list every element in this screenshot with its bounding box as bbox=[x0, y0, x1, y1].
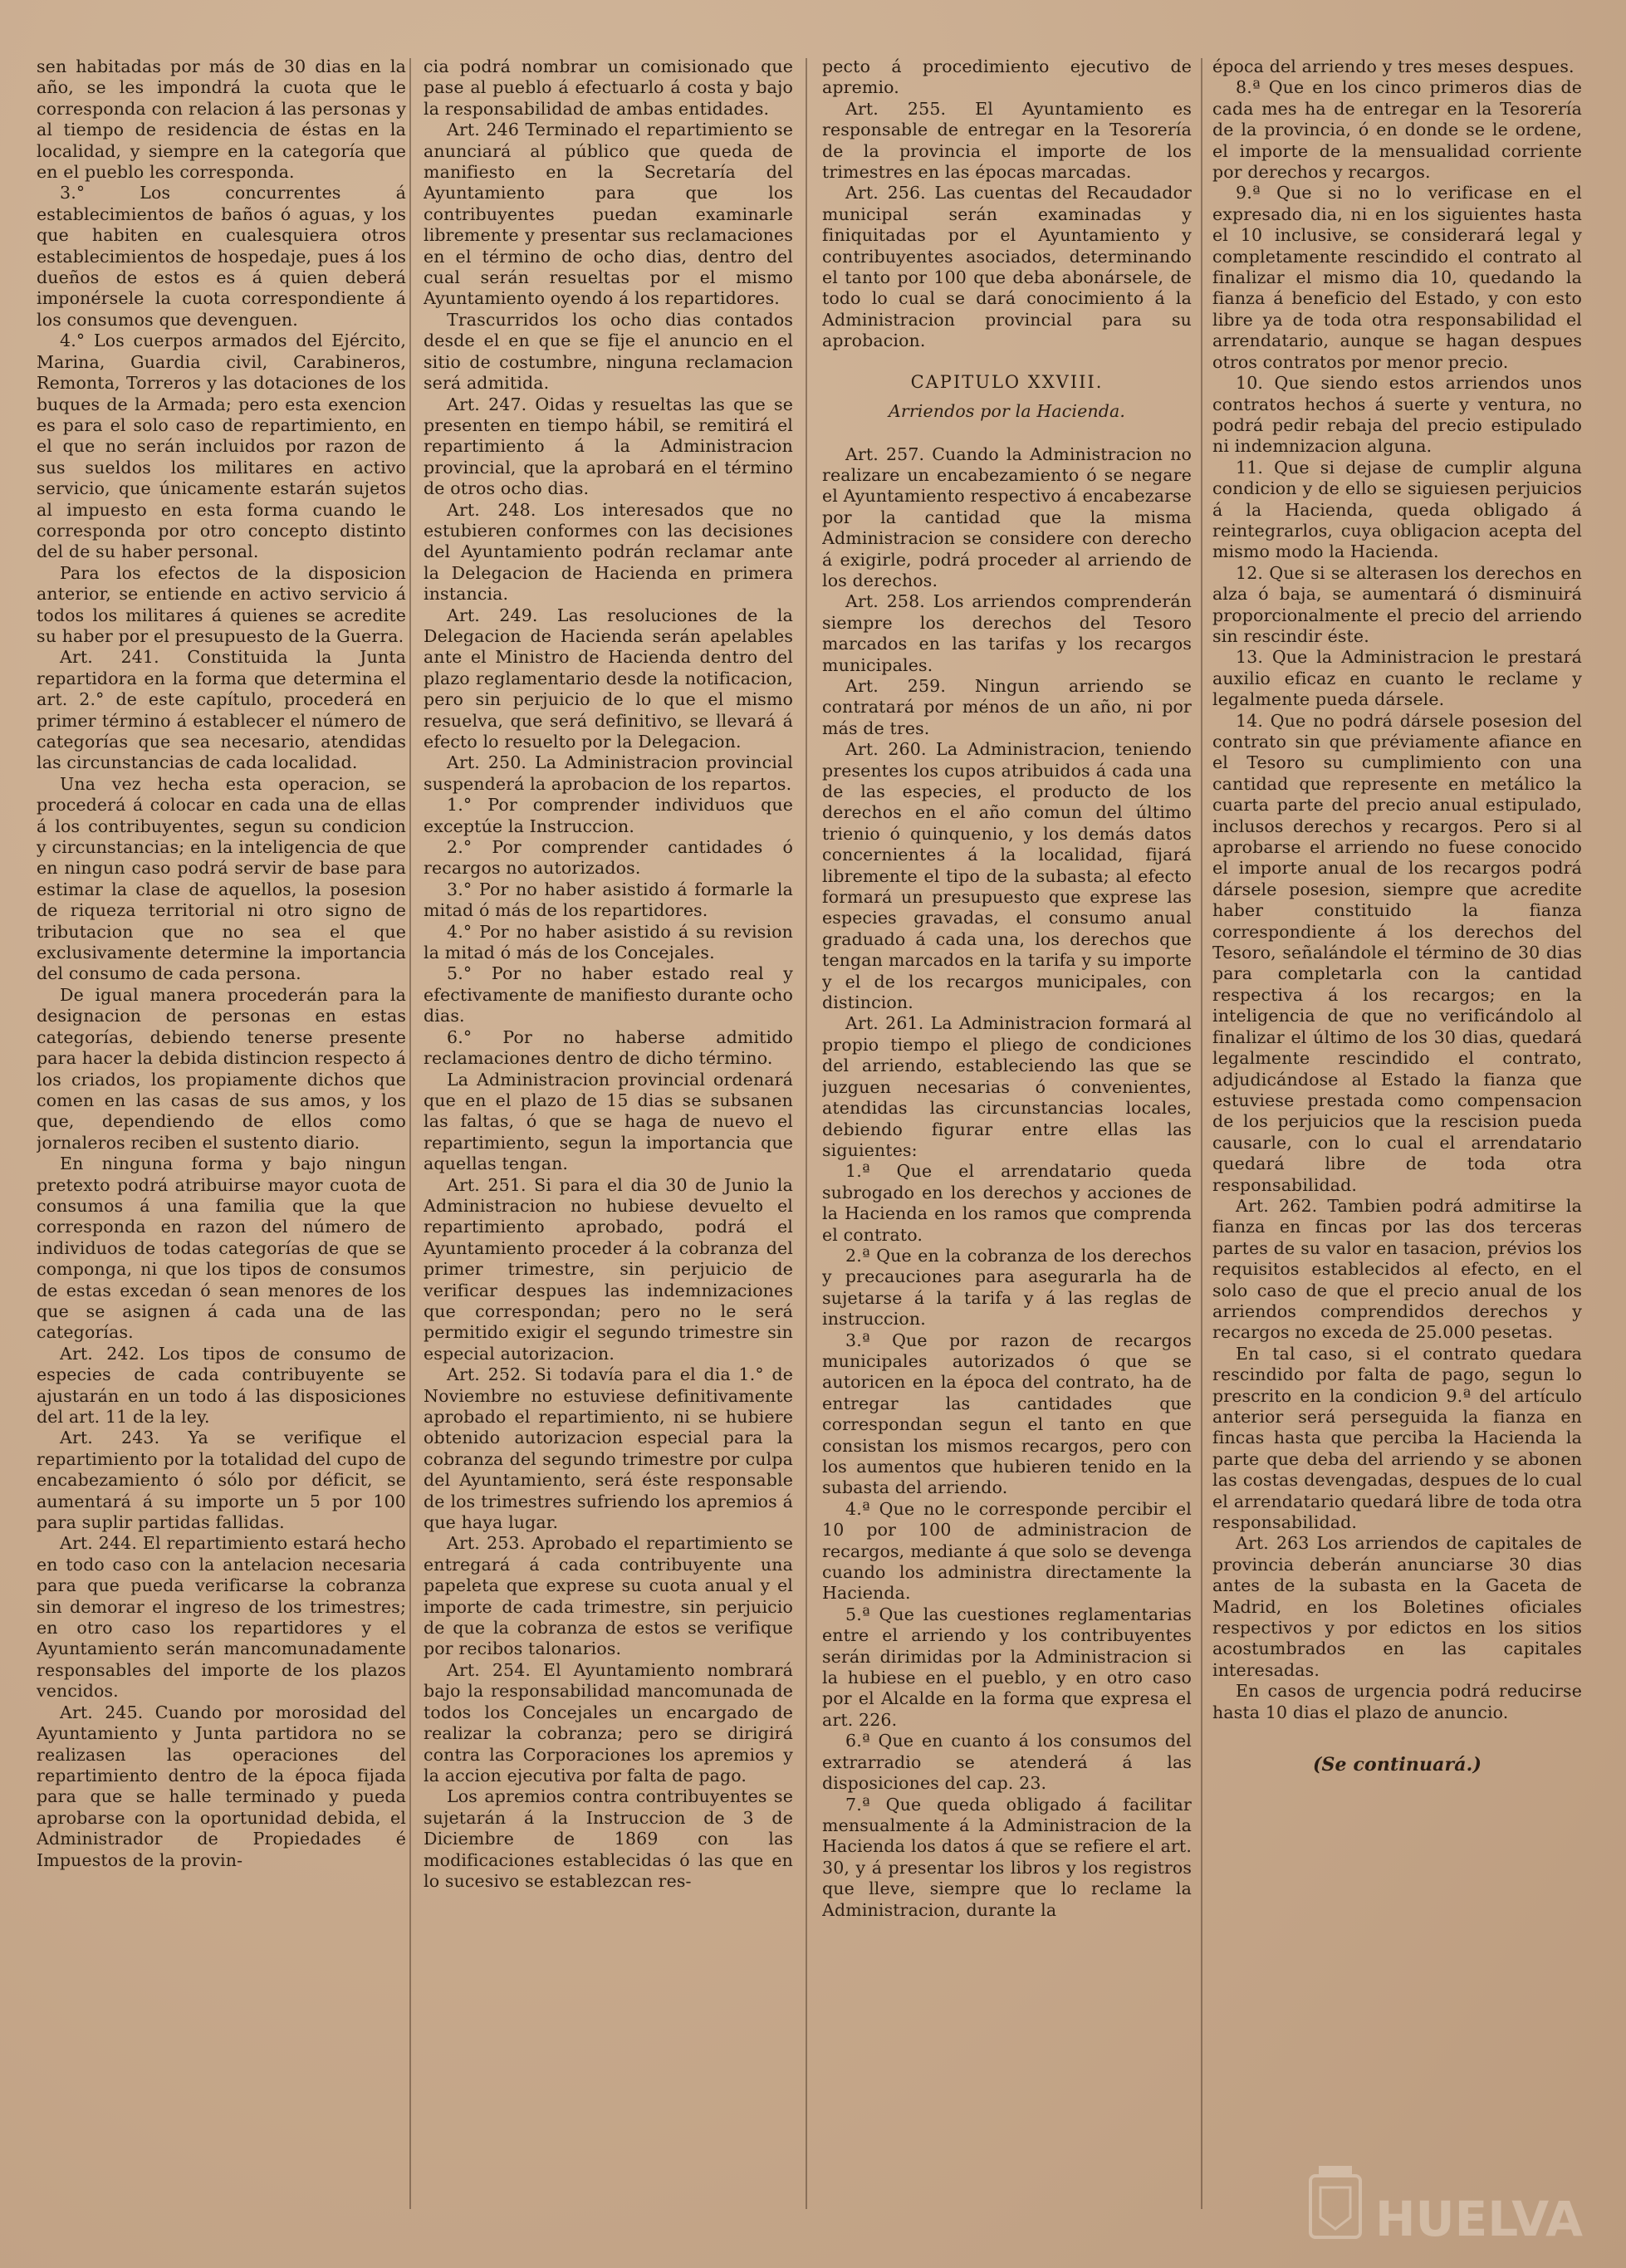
paragraph: 7.ª Que queda obligado á facilitar mensualmente á la Administracion de la Hacienda los datos á que se refiere el art. 30, y á presentar los libros y los registros que lleve, siempre que lo reclame la Administracion, durante la bbox=[822, 1794, 1192, 1920]
paragraph: 3.° Los concurrentes á establecimientos de baños ó aguas, y los que habiten en cualesquiera otros establecimientos de hospedaje, pues á los dueños de estos es á quien deberá imponérsele la cuota correspondiente á los consumos que devenguen. bbox=[37, 183, 406, 330]
paragraph: 2.° Por comprender cantidades ó recargos no autorizados. bbox=[424, 837, 793, 879]
paragraph: 1.° Por comprender individuos que exceptúe la Instruccion. bbox=[424, 795, 793, 836]
paragraph: 2.ª Que en la cobranza de los derechos y precauciones para asegurarla ha de sujetarse á la tarifa y á las reglas de instruccion. bbox=[822, 1245, 1192, 1330]
article-paragraph: Art. 260. La Administracion, teniendo presentes los cupos atribuidos á cada una de las especies, el producto de los derechos en el año comun del último trienio ó quinquenio, y los demás datos concernientes á la localidad, fijará libremente el tipo de la subasta; al efecto formará un presupuesto que exprese las especies gravadas, el consumo anual graduado á cada una, los derechos que tengan marcados en la tarifa y su importe y el de los recargos municipales, con distincion. bbox=[822, 739, 1192, 1013]
paragraph: 12. Que si se alterasen los derechos en alza ó baja, se aumentará ó disminuirá proporcionalmente el precio del arriendo sin rescindir éste. bbox=[1212, 562, 1582, 646]
article-paragraph: Art. 263 Los arriendos de capitales de provincia deberán anunciarse 30 dias antes de la subasta en la Gaceta de Madrid, en los Boletines oficiales respectivos y por edictos en los sitios acostumbrados en las capitales interesadas. bbox=[1212, 1533, 1582, 1680]
article-paragraph: Art. 262. Tambien podrá admitirse la fianza en fincas por las dos terceras partes de su valor en tasacion, prévios los requisitos establecidos al efecto, en el solo caso de que el precio anual de los arriendos comprendidos derechos y recargos no exceda de 25.000 pesetas. bbox=[1212, 1195, 1582, 1343]
paragraph: 5.ª Que las cuestiones reglamentarias entre el arriendo y los contribuyentes serán dirimidas por la Administracion si la hubiese en el pueblo, y en otro caso por el Alcalde en la forma que expresa el art. 226. bbox=[822, 1604, 1192, 1730]
paragraph: 8.ª Que en los cinco primeros dias de cada mes ha de entregar en la Tesorería de la provincia, ó en donde se le ordene, el importe de la mensualidad corriente por derechos y recargos. bbox=[1212, 77, 1582, 183]
article-paragraph: Art. 257. Cuando la Administracion no realizare un encabezamiento ó se negare el Ayuntamiento respectivo á encabezarse por la cantidad que la misma Administracion se considere con derecho á exigirle, podrá proceder al arriendo de los derechos. bbox=[822, 443, 1192, 590]
text-column-2 bbox=[424, 56, 793, 2249]
article-paragraph: Art. 252. Si todavía para el dia 1.° de Noviembre no estuviese definitivamente aprobado el repartimiento, ni se hubiere obtenido autorizacion especial para la cobranza del segundo trimestre por culpa del Ayuntamiento, será éste responsable de los trimestres sufriendo los apremios á que haya lugar. bbox=[424, 1364, 793, 1533]
article-paragraph: Art. 253. Aprobado el repartimiento se entregará á cada contribuyente una papeleta que exprese su cuota anual y el importe de cada trimestre, sin perjuicio de que la cobranza de estos se verifique por recibos talonarios. bbox=[424, 1533, 793, 1659]
paragraph: 6.ª Que en cuanto á los consumos del extrarradio se atenderá á las disposiciones del cap. 23. bbox=[822, 1731, 1192, 1794]
paragraph: En ninguna forma y bajo ningun pretexto podrá atribuirse mayor cuota de consumos á una familia que la que corresponda en razon del número de individuos de todas categorías de que se componga, ni que los tipos de consumos de estas excedan ó sean menores de los que se asignen á cada una de las categorías. bbox=[37, 1154, 406, 1343]
paragraph: 5.° Por no haber estado real y efectivamente de manifiesto durante ocho dias. bbox=[424, 963, 793, 1026]
article-paragraph: Art. 247. Oidas y resueltas las que se presenten en tiempo hábil, se remitirá el repartimiento á la Administracion provincial, que la aprobará en el término de otros ocho dias. bbox=[424, 394, 793, 499]
article-paragraph: Art. 245. Cuando por morosidad del Ayuntamiento y Junta partidora no se realizasen las operaciones del repartimiento dentro de la época fijada para que se halle terminado y pueda aprobarse con la oportunidad debida, el Administrador de Propiedades é Impuestos de la provin- bbox=[37, 1702, 406, 1870]
article-paragraph: Art. 261. La Administracion formará al propio tiempo el pliego de condiciones del arriendo, estableciendo las que se juzguen necesarias ó convenientes, atendidas las circunstancias locales, debiendo figurar entre ellas las siguientes: bbox=[822, 1013, 1192, 1160]
column-rule bbox=[409, 58, 411, 2209]
paragraph: Para los efectos de la disposicion anterior, se entiende en activo servicio á todos los militares á quienes se acredite su haber por el presupuesto de la Guerra. bbox=[37, 562, 406, 646]
article-paragraph: Art. 255. El Ayuntamiento es responsable de entregar en la Tesorería de la provincia el importe de los trimestres en las épocas marcadas. bbox=[822, 98, 1192, 183]
text-column-1 bbox=[37, 56, 406, 2249]
chapter-subtitle: Arriendos por la Hacienda. bbox=[888, 401, 1126, 422]
paragraph: 6.° Por no haberse admitido reclamaciones dentro de dicho término. bbox=[424, 1026, 793, 1069]
paragraph: En casos de urgencia podrá reducirse hasta 10 dias el plazo de anuncio. bbox=[1212, 1681, 1582, 1722]
archive-stamp-logo bbox=[1302, 2159, 1584, 2251]
continued-paragraph: sen habitadas por más de 30 dias en la año, se les impondrá la cuota que le corresponda con relacion á las personas y al tiempo de residencia de éstas en la localidad, y siempre en la categoría que en el pueblo les corresponda. bbox=[37, 56, 406, 183]
article-paragraph: Art. 244. El repartimiento estará hecho en todo caso con la antelacion necesaria para que pueda verificarse la cobranza sin demorar el ingreso de los trimestres; en otro caso los repartidores y el Ayuntamiento serán mancomunadamente responsables del importe de los plazos vencidos. bbox=[37, 1533, 406, 1702]
paragraph: 1.ª Que el arrendatario queda subrogado en los derechos y acciones de la Hacienda en los ramos que comprenda el contrato. bbox=[822, 1161, 1192, 1245]
article-paragraph: Art. 248. Los interesados que no estubieren conformes con las decisiones del Ayuntamiento podrán reclamar ante la Delegacion de Hacienda en primera instancia. bbox=[424, 499, 793, 605]
article-paragraph: Art. 256. Las cuentas del Recaudador municipal serán examinadas y finiquitadas por el Ayuntamiento y contribuyentes asociados, determinando el tanto por 100 que deba abonársele, de todo lo cual se dará conocimiento á la Administracion provincial para su aprobacion. bbox=[822, 183, 1192, 351]
continued-paragraph: cia podrá nombrar un comisionado que pase al pueblo á efectuarlo á costa y bajo la responsabilidad de ambas entidades. bbox=[424, 56, 793, 119]
paragraph: 11. Que si dejase de cumplir alguna condicion y de ello se siguiesen perjuicios á la Hacienda, queda obligado á reintegrarlos, cuya obligacion acepta del mismo modo la Hacienda. bbox=[1212, 457, 1582, 562]
stamp-text: HUELVA bbox=[1375, 2191, 1584, 2247]
paragraph: 3.ª Que por razon de recargos municipales autorizados ó que se autoricen en la época del contrato, ha de entregar las cantidades que correspondan segun el tanto en que consistan los mismos recargos, pero con los aumentos que hubieren tenido en la subasta del arriendo. bbox=[822, 1330, 1192, 1498]
text-column-3 bbox=[822, 56, 1192, 2249]
continued-note: (Se continuará.) bbox=[1312, 1754, 1482, 1776]
article-paragraph: Art. 258. Los arriendos comprenderán siempre los derechos del Tesoro marcados en las tarifas y los recargos municipales. bbox=[822, 591, 1192, 675]
column-rule bbox=[806, 58, 807, 2209]
article-paragraph: Art. 243. Ya se verifique el repartimiento por la totalidad del cupo de encabezamiento ó sólo por déficit, se aumentará á su importe un 5 por 100 para suplir partidas fallidas. bbox=[37, 1428, 406, 1533]
article-paragraph: Art. 241. Constituida la Junta repartidora en la forma que determina el art. 2.° de este capítulo, procederá en primer término á establecer el número de categorías que sea necesario, atendidas las circunstancias de cada localidad. bbox=[37, 647, 406, 773]
text-column-4 bbox=[1212, 56, 1582, 2249]
chapter-heading: CAPITULO XXVIII. bbox=[910, 371, 1104, 392]
crest-icon bbox=[1310, 2166, 1360, 2237]
paragraph: Los apremios contra contribuyentes se sujetarán á la Instruccion de 3 de Diciembre de 1869 con las modificaciones establecidas ó las que en lo sucesivo se establezcan res- bbox=[424, 1786, 793, 1891]
article-paragraph: Art. 251. Si para el dia 30 de Junio la Administracion no hubiese devuelto el repartimiento aprobado, podrá el Ayuntamiento proceder á la cobranza del primer trimestre, sin perjuicio de verificar despues las indemnizaciones que correspondan; pero no le será permitido exigir el segundo trimestre sin especial autorizacion. bbox=[424, 1174, 793, 1364]
paragraph: Una vez hecha esta operacion, se procederá á colocar en cada una de ellas á los contribuyentes, segun su condicion y circunstancias; en la inteligencia de que en ningun caso podrá servir de base para estimar la clase de aquellos, la posesion de riqueza territorial ni otro signo de tributacion que no sea el que exclusivamente determine la importancia del consumo de cada persona. bbox=[37, 773, 406, 984]
article-paragraph: Art. 246 Terminado el repartimiento se anunciará al público que queda de manifiesto en la Secretaría del Ayuntamiento para que los contribuyentes puedan examinarle libremente y presentar sus reclamaciones en el término de ocho dias, dentro del cual serán resueltas por el mismo Ayuntamiento oyendo á los repartidores. bbox=[424, 120, 793, 309]
paragraph: 4.° Por no haber asistido á su revision la mitad ó más de los Concejales. bbox=[424, 921, 793, 963]
paragraph: 3.° Por no haber asistido á formarle la mitad ó más de los repartidores. bbox=[424, 879, 793, 921]
column-rule bbox=[1201, 58, 1202, 2209]
paragraph: En tal caso, si el contrato quedara rescindido por falta de pago, segun lo prescrito en la condicion 9.ª del artículo anterior será perseguida la fianza en fincas hasta que perciba la Hacienda la parte que deba del arriendo y se abonen las costas devengadas, despues de lo cual el arrendatario quedará libre de toda otra responsabilidad. bbox=[1212, 1343, 1582, 1533]
article-paragraph: Art. 250. La Administracion provincial suspenderá la aprobacion de los repartos. bbox=[424, 752, 793, 794]
article-paragraph: Art. 249. Las resoluciones de la Delegacion de Hacienda serán apelables ante el Ministro de Hacienda dentro del plazo reglamentario desde la notificacion, pero sin perjuicio de lo que el mismo resuelva, que será definitivo, se llevará á efecto lo resuelto por la Delegacion. bbox=[424, 605, 793, 752]
paragraph: 4.° Los cuerpos armados del Ejército, Marina, Guardia civil, Carabineros, Remonta, Torreros y las dotaciones de los buques de la Armada; pero esta exencion es para el solo caso de repartimiento, en el que no serán incluidos por razon de sus sueldos los militares en activo servicio, que únicamente estarán sujetos al impuesto en esta forma cuando le corresponda por otro concepto distinto del de su haber personal. bbox=[37, 331, 406, 562]
continued-paragraph: época del arriendo y tres meses despues. bbox=[1212, 56, 1575, 76]
paragraph: 9.ª Que si no lo verificase en el expresado dia, ni en los siguientes hasta el 10 inclusive, se considerará legal y completamente rescindido el contrato al finalizar el mismo dia 10, quedando la fianza á beneficio del Estado, y con esto libre ya de toda otra responsabilidad el arrendatario, aunque se hagan despues otros contratos por menor precio. bbox=[1212, 183, 1582, 372]
paragraph: De igual manera procederán para la designacion de personas en estas categorías, debiendo tenerse presente para hacer la debida distincion respecto á los criados, los propiamente dichos que comen en las casas de sus amos, y los que, dependiendo de ellos como jornaleros reciben el sustento diario. bbox=[37, 984, 406, 1153]
paragraph: 14. Que no podrá dársele posesion del contrato sin que préviamente afiance en el Tesoro su cumplimiento con una cantidad que represente en metálico la cuarta parte del precio anual estipulado, inclusos derechos y recargos. Pero si al aprobarse el arriendo no fuese conocido el importe anual de los recargos podrá dársele posesion, siempre que acredite haber constituido la fianza correspondiente á los derechos del Tesoro, señalándole el término de 30 dias para completarla con la cantidad respectiva á los recargos; en la inteligencia de que no verificándolo al finalizar el último de los 30 dias, quedará legalmente rescindido el contrato, adjudicándose al Estado la fianza que estuviese prestada como compensacion de los perjuicios que la rescision pueda causarle, con lo cual el arrendatario quedará libre de toda otra responsabilidad. bbox=[1212, 710, 1582, 1195]
paragraph: 10. Que siendo estos arriendos unos contratos hechos á suerte y ventura, no podrá pedir rebaja del precio estipulado ni indemnizacion alguna. bbox=[1212, 373, 1582, 457]
paragraph: 4.ª Que no le corresponde percibir el 10 por 100 de administracion de recargos, mediante á que solo se devenga cuando los administra directamente la Hacienda. bbox=[822, 1498, 1192, 1604]
article-paragraph: Art. 259. Ningun arriendo se contratará por ménos de un año, ni por más de tres. bbox=[822, 675, 1192, 738]
paragraph: 13. Que la Administracion le prestará auxilio eficaz en cuanto le reclame y legalmente pueda dársele. bbox=[1212, 647, 1582, 710]
paragraph: Trascurridos los ocho dias contados desde el en que se fije el anuncio en el sitio de costumbre, ninguna reclamacion será admitida. bbox=[424, 309, 793, 394]
continued-paragraph: pecto á procedimiento ejecutivo de apremio. bbox=[822, 56, 1192, 98]
paragraph: La Administracion provincial ordenará que en el plazo de 15 dias se subsanen las faltas, ó que se haga de nuevo el repartimiento, segun la importancia que aquellas tengan. bbox=[424, 1069, 793, 1174]
article-paragraph: Art. 254. El Ayuntamiento nombrará bajo la responsabilidad mancomunada de todos los Concejales un encargado de realizar la cobranza; pero se dirigirá contra las Corporaciones los apremios y la accion ejecutiva por falta de pago. bbox=[424, 1659, 793, 1785]
article-paragraph: Art. 242. Los tipos de consumo de especies de cada contribuyente se ajustarán en un todo á las disposiciones del art. 11 de la ley. bbox=[37, 1343, 406, 1427]
